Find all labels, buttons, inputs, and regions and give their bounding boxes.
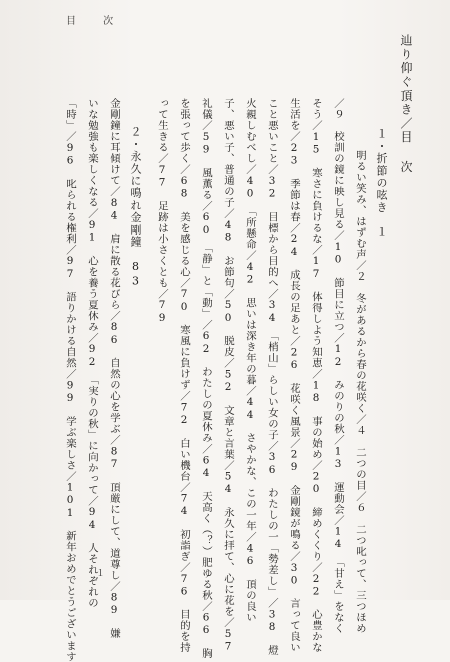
toc-line: を張って歩く／68 美を感じる心／70 寒風に負けず／72 白い機台／74 初詣ぎ／76 目的を持: [178, 98, 190, 653]
running-header: 目 次: [66, 16, 126, 27]
toc-line: って生きる／77 足跡は小さくとも／79: [156, 98, 168, 325]
toc-line: こと悪いこと／32 目標から目的へ／34 「梢山」らしい女の子／36 わたしの一「勢差し」／38 燈: [266, 98, 278, 656]
section-heading-1: １・折節の呟き １: [375, 128, 388, 238]
toc-line: 「時」／96 叱られる権利／97 語りかける自然／99 学ぶ楽しさ／101 新年おめでとうございます: [64, 98, 76, 662]
toc-line: 子、悪い子、普通の子／48 お節句／50 脱皮／52 文章と言葉／54 永久に拝て、心に花を／57: [222, 98, 234, 653]
toc-line: 礼儀／59 風薫る／60 「静」と「動」／62 わたしの夏休み／64 天高く（？）肥ゆる秋／66 胸: [200, 98, 212, 659]
toc-line: そう／15 寒さに負けるな／17 体得しよう知恵／18 事の始め／20 締めくくり／22 心豊かな: [310, 98, 322, 653]
toc-line: 明るい笑み、はずむ声／２ 冬があるから春の花咲く／４ 二つの目／６ 二つ叱って、三つほめ: [354, 150, 366, 634]
toc-line: 金剛鐘に耳傾けて／84 肩に散る花びら／86 自然の心を学ぶ／87 頂厳にして、道尊し／89 嫌: [108, 98, 120, 639]
toc-line: いな勉強も楽しくなる／91 心を養う夏休み／92 「実りの秋」に向かって／94 人それぞれの: [86, 98, 98, 609]
toc-title: 辿り仰ぐ頂き／目 次: [399, 34, 413, 174]
toc-line: 生活を／23 季節は春／24 成長の足あと／26 花咲く風景／29 金剛鏡が鳴る／30 言って良い: [288, 98, 300, 653]
toc-line: 火親しむべし／40 「所懸命／42 思いは深き年の暮／44 さやかな、この一年／46 頂の良い: [244, 98, 256, 623]
section-heading-2: ２・永久に鳴れ金剛鐘 83: [129, 126, 142, 289]
toc-line: ／９ 校訓の鏡に映し見る／10 節目に立つ／12 みのりの秋／13 運動会／14 「甘え」をなく: [332, 98, 344, 634]
page-number: １: [96, 569, 106, 579]
